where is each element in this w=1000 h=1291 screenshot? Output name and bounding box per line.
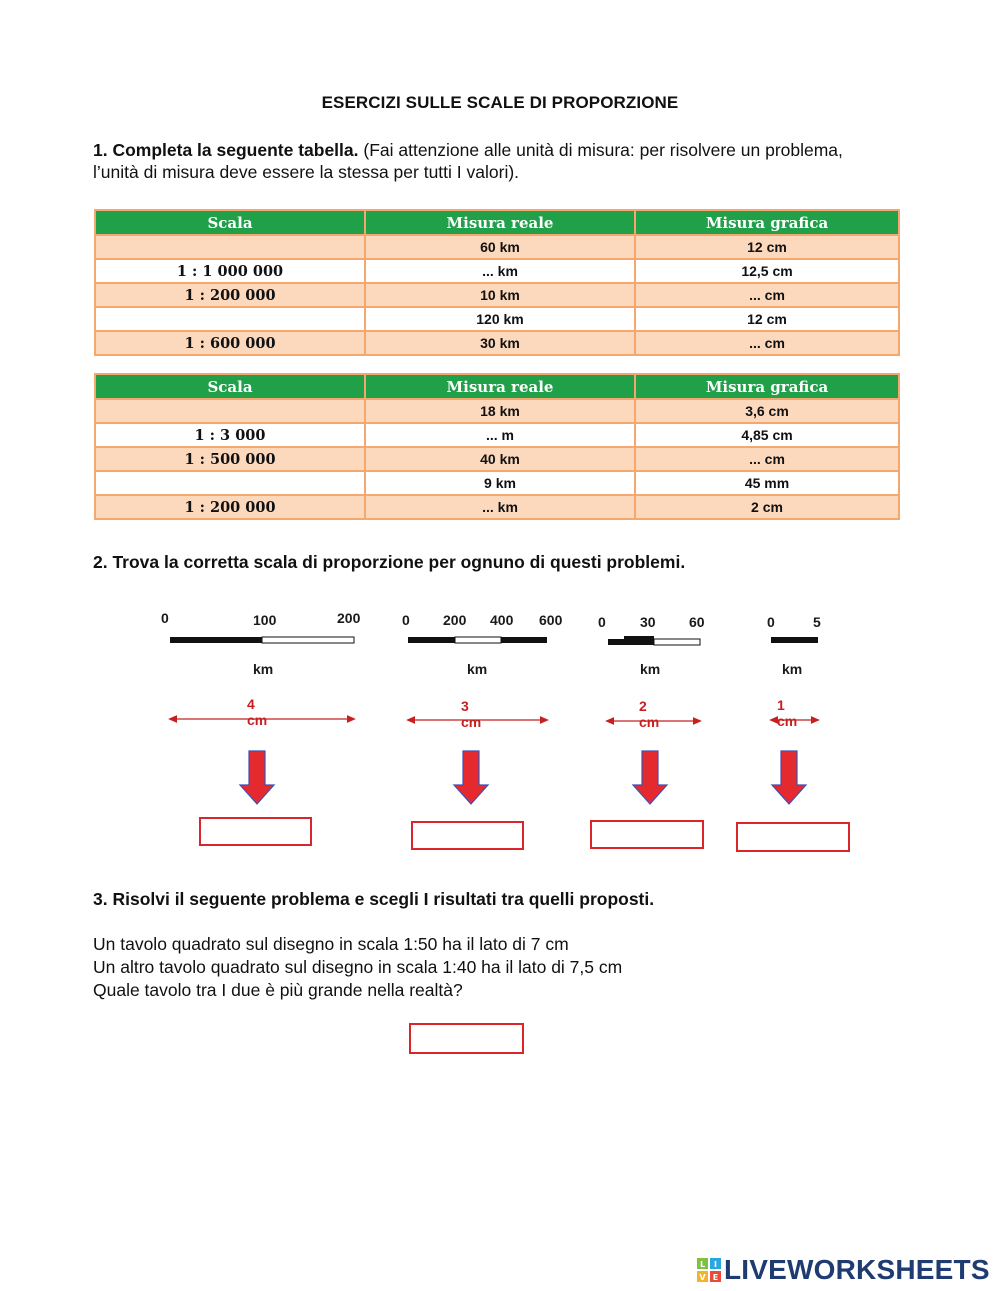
scale-4-tick-label: 5 [813, 614, 821, 630]
header-misura-grafica: Misura grafica [635, 210, 899, 235]
svg-text:E: E [712, 1273, 719, 1282]
question-2: 2. Trova la corretta scala di proporzione per ognuno di questi problemi. [93, 552, 686, 572]
cell-misura-reale: 40 km [365, 447, 635, 471]
scale-3-tick-label: 30 [640, 614, 656, 630]
scale-4-unit: km [782, 661, 803, 677]
scale-3-unit: km [640, 661, 661, 677]
cell-misura-reale[interactable]: ... km [365, 495, 635, 519]
scale-2-tick-label: 600 [539, 612, 563, 628]
scale-4-tick-label: 0 [767, 614, 775, 630]
scale-3-tick-label: 60 [689, 614, 705, 630]
problem-line: Quale tavolo tra I due è più grande nella realtà? [93, 980, 463, 1000]
down-arrow-icon [772, 751, 806, 804]
scale-bar-2-white [455, 637, 501, 643]
answer-box-scale-3[interactable] [590, 820, 704, 849]
cell-misura-grafica: 4,85 cm [635, 423, 899, 447]
scale-bar-2-black-1 [408, 637, 455, 643]
cell-scala: 1 : 600 000 [95, 331, 365, 355]
scale-1-unit: km [253, 661, 274, 677]
scale-1-tick-label: 100 [253, 612, 277, 628]
cell-misura-grafica: 45 mm [635, 471, 899, 495]
cell-scala: 1 : 500 000 [95, 447, 365, 471]
down-arrow-icon [633, 751, 667, 804]
answer-box-scale-1[interactable] [199, 817, 312, 846]
scale-2-tick-label: 0 [402, 612, 410, 628]
question-3: 3. Risolvi il seguente problema e scegli I risultati tra quelli proposti. [93, 889, 655, 909]
cell-misura-grafica[interactable]: ... cm [635, 331, 899, 355]
cell-misura-reale: 30 km [365, 331, 635, 355]
cell-misura-reale: 18 km [365, 399, 635, 423]
cell-scala: 1 : 3 000 [95, 423, 365, 447]
liveworksheets-logo [697, 1255, 990, 1285]
down-arrow-icon [454, 751, 488, 804]
cell-scala: 1 : 1 000 000 [95, 259, 365, 283]
scale-2-tick-label: 400 [490, 612, 514, 628]
scale-bar-3-white [654, 639, 700, 645]
cell-misura-grafica: 12 cm [635, 307, 899, 331]
scale-1-tick-label: 0 [161, 610, 169, 626]
logo-text: LIVEWORKSHEETS [724, 1254, 990, 1285]
scale-3-length: 2 cm [639, 698, 660, 730]
scale-bar-3-black [608, 639, 654, 645]
scale-3-tick-label: 0 [598, 614, 606, 630]
page-title: ESERCIZI SULLE SCALE DI PROPORZIONE [321, 93, 679, 112]
cell-misura-grafica[interactable]: ... cm [635, 447, 899, 471]
cell-misura-reale: 10 km [365, 283, 635, 307]
down-arrow-icon [240, 751, 274, 804]
header-misura-reale: Misura reale [365, 374, 635, 399]
cell-misura-reale: 60 km [365, 235, 635, 259]
cell-misura-reale[interactable]: ... m [365, 423, 635, 447]
cell-misura-reale[interactable]: ... km [365, 259, 635, 283]
header-misura-reale: Misura reale [365, 210, 635, 235]
scale-2-unit: km [467, 661, 488, 677]
cell-misura-grafica: 12 cm [635, 235, 899, 259]
cell-scala: 1 : 200 000 [95, 495, 365, 519]
problem-line: Un tavolo quadrato sul disegno in scala 1:50 ha il lato di 7 cm [93, 934, 569, 954]
cell-scala: 1 : 200 000 [95, 283, 365, 307]
cell-misura-grafica: 12,5 cm [635, 259, 899, 283]
answer-box-scale-4[interactable] [736, 822, 850, 852]
svg-text:I: I [714, 1260, 717, 1269]
problem-text [93, 933, 883, 1002]
svg-text:V: V [699, 1273, 706, 1282]
svg-text:L: L [699, 1260, 706, 1269]
scale-4-length: 1 cm [777, 697, 798, 729]
question-1-lead: 1. Completa la seguente tabella. [93, 140, 359, 160]
cell-misura-grafica[interactable]: ... cm [635, 283, 899, 307]
scale-bar-4-black [771, 637, 818, 643]
cell-misura-reale: 9 km [365, 471, 635, 495]
header-scala: Scala [95, 374, 365, 399]
scale-bar-2-black-2 [501, 637, 547, 643]
cell-misura-grafica: 2 cm [635, 495, 899, 519]
scale-2-tick-label: 200 [443, 612, 467, 628]
scale-bar-1-black [170, 637, 262, 643]
header-misura-grafica: Misura grafica [635, 374, 899, 399]
cell-misura-reale: 120 km [365, 307, 635, 331]
answer-box-scale-2[interactable] [411, 821, 524, 850]
scale-1-length: 4 cm [247, 696, 268, 728]
header-scala: Scala [95, 210, 365, 235]
scale-bar-1-white [262, 637, 354, 643]
scale-2-length: 3 cm [461, 698, 482, 730]
liveworksheets-badge-icon [697, 1258, 721, 1282]
scale-bar-3-tick [624, 636, 654, 639]
scale-1-tick-label: 200 [337, 610, 361, 626]
question-1-instructions: (Fai attenzione alle unità di misura: per risolvere un problema, l’unità di misura deve essere la stessa per tutti I valori). [93, 140, 843, 182]
cell-misura-grafica: 3,6 cm [635, 399, 899, 423]
problem-line: Un altro tavolo quadrato sul disegno in scala 1:40 ha il lato di 7,5 cm [93, 957, 623, 977]
answer-box-problem[interactable] [409, 1023, 524, 1054]
